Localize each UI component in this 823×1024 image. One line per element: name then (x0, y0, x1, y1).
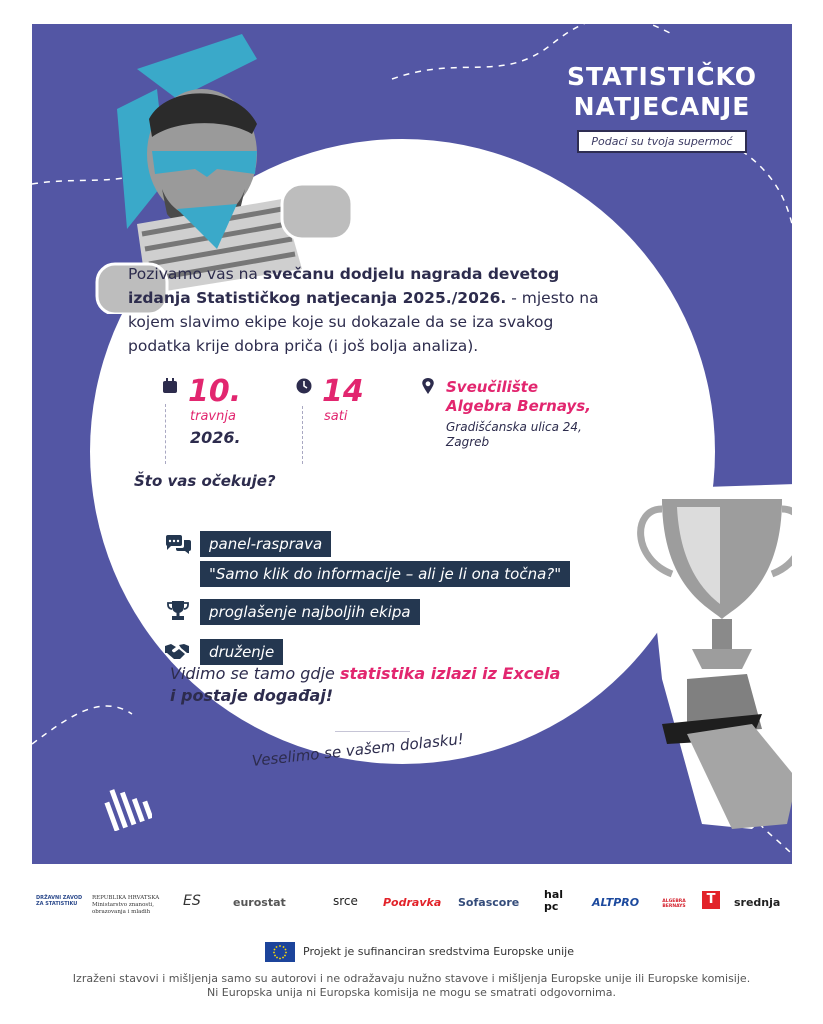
venue-line1: Sveučilište (446, 378, 539, 396)
sponsor-eurostat: eurostat (233, 896, 286, 909)
sponsor-logos (0, 885, 823, 925)
chat-bubbles-icon (165, 533, 191, 555)
intro-text-end: - mjesto na kojem slavimo ekipe koje su dokazale da se iza svakog podatka krije dobra priča (i još bolja analiza). (128, 289, 599, 355)
location-pin-icon (420, 378, 436, 394)
event-hour: 14 (322, 374, 364, 409)
address-line1: Gradišćanska ulica 24, (446, 420, 582, 434)
closing-text-end: i postaje događaj! (170, 686, 334, 705)
event-hour-unit: sati (324, 409, 348, 424)
sponsor-es: ES (183, 893, 201, 909)
agenda-item-socializing: druženje (200, 639, 283, 665)
eu-flag-icon (265, 942, 295, 962)
closing-highlight: statistika izlazi iz Excela (339, 664, 561, 683)
handshake-icon (164, 640, 190, 662)
sponsor-ministry: REPUBLIKA HRVATSKA Ministarstvo znanosti, obrazovanja i mladih (92, 895, 160, 915)
brand-tagline: Podaci su tvoja supermoć (577, 130, 746, 153)
event-year: 2026. (190, 428, 241, 447)
agenda-item-awards: proglašenje najboljih ekipa (200, 599, 420, 625)
brand-title-line2: NATJECANJE (573, 92, 751, 121)
closing-text-start: Vidimo se tamo gdje (170, 664, 340, 683)
venue-line2: Algebra Bernays, (446, 397, 591, 415)
agenda-item-panel-topic: "Samo klik do informacije – ali je li ona točna?" (200, 561, 570, 587)
sponsor-algebra: ALGEBRA BERNAYS (662, 899, 686, 909)
sponsor-altpro: ALTPRO (592, 896, 640, 909)
separator-line (335, 731, 410, 732)
sponsor-srednja: srednja (734, 896, 781, 909)
brand-logo (562, 62, 762, 153)
intro-paragraph (128, 262, 608, 358)
sponsor-dzs: DRŽAVNI ZAVOD ZA STATISTIKU (36, 895, 83, 907)
divider (165, 404, 166, 464)
address-line2: Zagreb (446, 435, 490, 449)
calendar-icon (162, 378, 178, 394)
divider (302, 406, 303, 464)
welcome-text: Veselimo se vašem dolasku! (251, 729, 465, 770)
bar-chart-icon (100, 776, 152, 831)
disclaimer-line2: Ni Europska unija ni Europska komisija ne mogu se smatrati odgovornima. (206, 986, 616, 999)
disclaimer-line1: Izraženi stavovi i mišljenja samo su autorovi i ne odražavaju nužno stavove i mišljenja Europske unije ili Europske komisije. (72, 972, 751, 985)
trophy-icon (165, 600, 191, 622)
eu-project-text: Projekt je sufinanciran sredstvima Europske unije (303, 945, 574, 958)
event-day: 10. (188, 374, 242, 409)
closing-text (170, 663, 560, 707)
trophy-photo (622, 479, 792, 839)
sponsor-srce: srce (333, 894, 358, 908)
sponsor-podravka: Podravka (383, 896, 442, 909)
intro-text-start: Pozivamo vas na (128, 265, 263, 283)
sponsor-halpc: hal pc (544, 888, 564, 913)
agenda-item-panel: panel-rasprava (200, 531, 331, 557)
intro-text-bold: svečanu dodjelu nagrada devetog izdanja Statističkog natjecanja 2025./2026. (128, 265, 560, 307)
sponsor-sofascore: Sofascore (458, 896, 520, 909)
event-info (128, 376, 648, 476)
disclaimer (0, 972, 823, 1000)
event-month: travnja (190, 409, 236, 424)
sponsor-t: T (702, 891, 720, 909)
clock-icon (296, 378, 312, 394)
agenda-title: Što vas očekuje? (134, 472, 276, 490)
brand-title-line1: STATISTIČKO (566, 62, 758, 91)
